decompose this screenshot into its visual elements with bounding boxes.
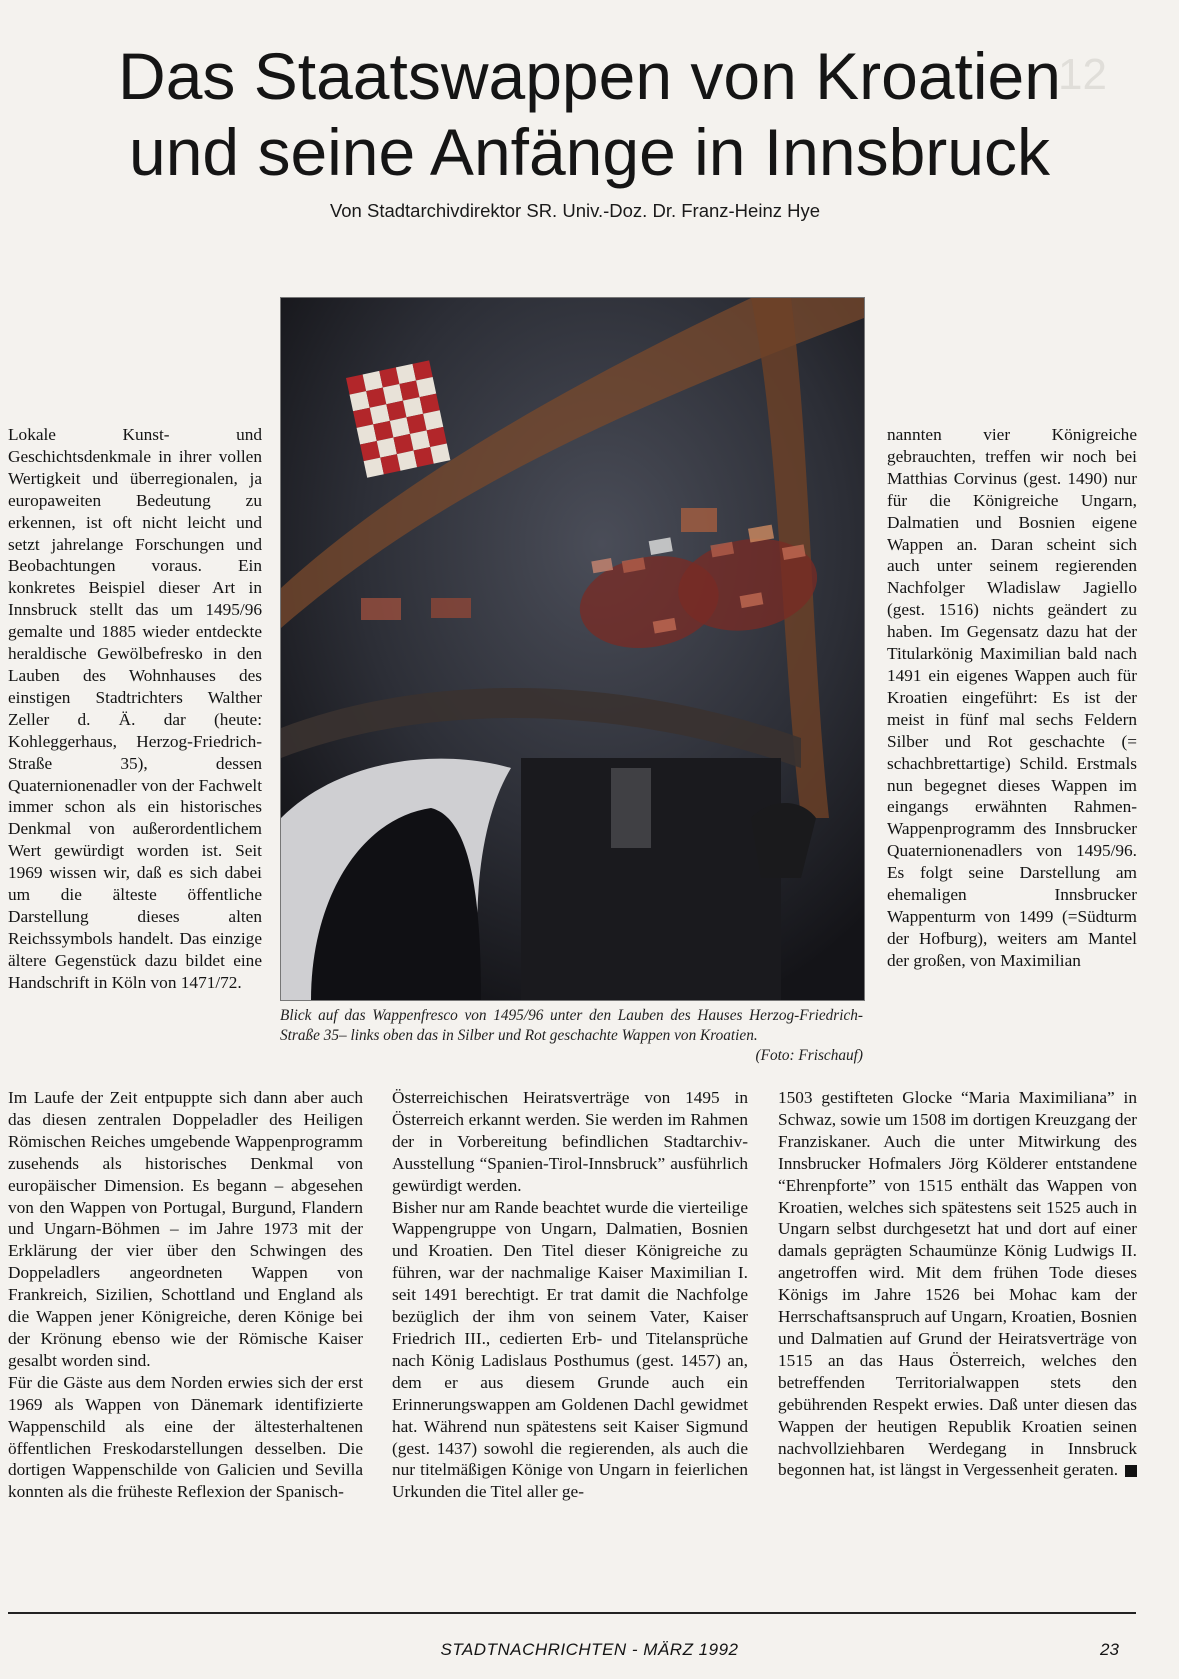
article-title <box>0 38 1179 190</box>
byline: Von Stadtarchivdirektor SR. Univ.-Doz. Dr. Franz-Heinz Hye <box>329 200 821 221</box>
shield-field <box>399 380 419 400</box>
shield-field <box>360 441 380 461</box>
shield-field <box>377 437 397 457</box>
shield-field <box>397 451 417 471</box>
shield-field <box>390 417 410 437</box>
footer-publication: STADTNACHRICHTEN - MÄRZ 1992 <box>440 1640 739 1659</box>
paragraph: Für die Gäste aus dem Norden erwies sich der erst 1969 als Wappen von Dänemark identifizierte Wappenschild als eine der ältesterhaltenen öffentlichen Freskodarstellungen desselben. Die dortigen Wappenschilde von Galicien und Sevilla konnten als die früheste Reflexion der Spanisch- <box>8 1372 363 1502</box>
fresco-illustration <box>281 298 864 1000</box>
shield-field <box>403 397 423 417</box>
paragraph: Österreichischen Heiratsverträge von 1495 in Österreich erkannt werden. Sie werden im Rahmen der in Vorbereitung befindlichen Stadtarchiv-Ausstellung “Spanien-Tirol-Innsbruck” ausführlich gewürdigt werden. <box>392 1088 748 1195</box>
shield-field <box>353 408 373 428</box>
shield-field <box>427 427 447 447</box>
paragraph: Bisher nur am Rande beachtet wurde die vierteilige Wappengruppe von Ungarn, Dalmatien, Bosnien und Kroatien. Den Titel dieser Königreiche zu führen, war der nachmalige Kaiser Maximilian I. seit 1491 berechtigt. Er trat damit die Nachfolge bezüglich der ihm von seinem Vater, Kaiser Friedrich III., cedierten Erb- und Titelansprüche nach König Ladislaus Posthumus (gest. 1457) an, dem er aus diesem Grunde auch ein Erinnerungswappen am Goldenen Dachl gewidmet hat. Während nun spätestens seit Kaiser Sigmund (gest. 1437) sowohl die regierenden, als auch die nur titelmäßigen Könige von Ungarn in feierlichen Urkunden die Titel aller ge- <box>392 1197 748 1502</box>
shield-field <box>423 410 443 430</box>
shield-field <box>406 414 426 434</box>
paragraph-text: 1503 gestifteten Glocke “Maria Maximiliana” in Schwaz, sowie um 1508 im dortigen Kreuzgang der Franziskaner. Auch die unter Mitwirkung des Innsbrucker Hofmalers Jörg Kölderer entstandene “Ehrenpforte” von 1515 enthält das Wappen von Kroatien, welches sich spätestens seit 1525 auch in Ungarn selbst durchgesetzt hat und dort auf einer damals geprägten Schaumünze König Ludwigs II. angetroffen wird. Mit dem frühen Tode dieses Königs im Jahre 1526 bei Mohac kam der Herrschaftsanspruch auf Ungarn, Kroatien, Bosnien und Dalmatien auf Grund der Heiratsverträge von 1515 an das Haus Österreich, welches den betreffenden Territorialwappen stets den gebührenden Respekt erwies. Daß unter diesen das Wappen der heutigen Republik Kroatien seinen nachvollziehbaren Werdegang in Innsbruck begonnen hat, ist längst in Vergessenheit geraten. <box>778 1088 1137 1480</box>
shield-field <box>413 360 433 380</box>
photo-credit: (Foto: Frischauf) <box>755 1047 863 1064</box>
shield-field <box>383 384 403 404</box>
photo-caption <box>280 1006 863 1066</box>
title-line-2: und seine Anfänge in Innsbruck <box>128 115 1050 189</box>
paragraph: Im Laufe der Zeit entpuppte sich dann aber auch das diesen zentralen Doppeladler des Heiligen Römischen Reiches umgebende Wappenprogramm zusehends als historisches Denkmal von europäischer Dimension. Es begann – abgesehen von den Wappen von Portugal, Burgund, Flandern und Ungarn-Böhmen – im Jahre 1973 mit der Erklärung der vier über den Schwingen des Doppeladlers angeordneten Wappen von Frankreich, Sizilien, Schottland und England als die Wappen jener Königreiche, deren Könige bei der Krönung ebenso wie der Römische Kaiser gesalbt worden sind. <box>8 1088 363 1370</box>
column-1-bottom <box>8 1087 363 1503</box>
paragraph: nannten vier Königreiche gebrauchten, treffen wir noch bei Matthias Corvinus (gest. 1490) nur für die Königreiche Ungarn, Dalmatien und Bosnien eigene Wappen an. Daran scheint sich auch unter seinem regierenden Nachfolger Wladislaw Jagiello (gest. 1516) nichts geändert zu haben. Im Gegensatz dazu hat der Titularkönig Maximilian bald nach 1491 ein eigenes Wappen auch für Kroatien eingeführt: Es ist der meist in fünf mal sechs Feldern Silber und Rot geschachte (= schachbrettartige) Schild. Erstmals nun begegnet dieses Wappen im eingangs erwähnten Rahmen-Wappenprogramm des Innsbrucker Quaternionenadlers von 1495/96. Es folgt seine Darstellung am ehemaligen Innsbrucker Wappenturm von 1499 (=Südturm der Hofburg), weiters am Mantel der großen, von Maximilian <box>887 425 1137 970</box>
column-1-top <box>8 424 262 994</box>
shield-field <box>420 394 440 414</box>
shield-field <box>370 404 390 424</box>
paragraph: Lokale Kunst- und Geschichtsdenkmale in ihrer vollen Wertigkeit und überregionalen, ja europaweiten Bedeutung zu erkennen, ist oft nicht leicht und setzt jahrelange Forschungen und Beobachtungen voraus. Ein konkretes Beispiel dieser Art in Innsbruck stellt das um 1495/96 gemalte und 1885 wieder entdeckte heraldische Gewölbefresko in den Lauben des Wohnhauses des einstigen Stadtrichters Walther Zeller d. Ä. dar (heute: Kohleggerhaus, Herzog-Friedrich-Straße 35), dessen Quaternionenadler von der Fachwelt immer schon als ein historisches Denkmal von außerordentlichem Wert gewürdigt worden ist. Seit 1969 wissen wir, daß es sich dabei um die älteste öffentliche Darstellung dieses alten Reichssymbols handelt. Das einzige ältere Gegenstück dazu bildet eine Handschrift in Köln von 1471/72. <box>8 425 262 992</box>
caption-text: Blick auf das Wappenfresco von 1495/96 unter den Lauben des Hauses Herzog-Friedrich-Straße 35– links oben das in Silber und Rot geschachte Wappen von Kroatien. <box>280 1007 863 1044</box>
shield-field <box>346 374 366 394</box>
shield-field <box>393 434 413 454</box>
shield-field <box>379 367 399 387</box>
fresco-photo <box>280 297 865 1001</box>
page-number: 23 <box>1100 1640 1119 1659</box>
shield-field <box>410 430 430 450</box>
shield-field <box>396 364 416 384</box>
shield-field <box>373 421 393 441</box>
column-2 <box>392 1087 748 1503</box>
shield-field <box>414 447 434 467</box>
footer-rule <box>8 1612 1136 1614</box>
shield-field <box>357 424 377 444</box>
column-3-top <box>887 424 1137 972</box>
shield-field <box>364 458 384 478</box>
shield-field <box>363 371 383 391</box>
end-of-article-mark <box>1125 1465 1137 1477</box>
ghost-page-number: 12 <box>1058 50 1107 99</box>
shield-field <box>430 443 450 463</box>
paragraph <box>778 1087 1137 1481</box>
shield-field <box>366 388 386 408</box>
shield-field <box>380 454 400 474</box>
title-line-1: Das Staatswappen von Kroatien <box>118 39 1061 113</box>
shield-field <box>386 401 406 421</box>
shield-field <box>416 377 436 397</box>
column-3-bottom <box>778 1087 1137 1481</box>
shield-field <box>350 391 370 411</box>
